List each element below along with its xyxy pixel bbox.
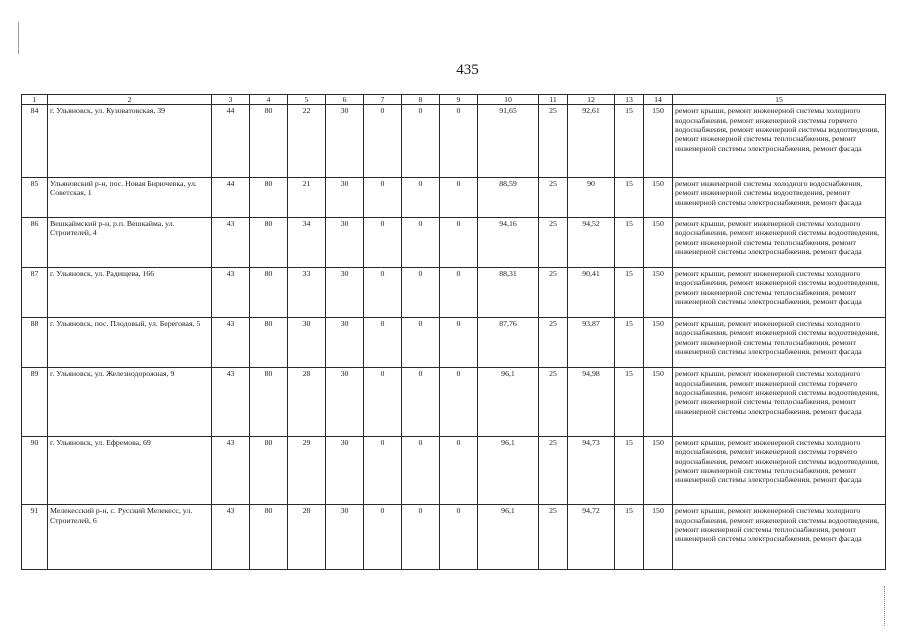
value-cell: 0 xyxy=(402,318,440,368)
column-header: 6 xyxy=(326,95,364,105)
value-cell: 88,59 xyxy=(478,177,539,217)
value-cell: 25 xyxy=(539,217,568,267)
value-cell: 44 xyxy=(212,105,250,178)
value-cell: 0 xyxy=(440,318,478,368)
value-cell: 80 xyxy=(250,505,288,570)
address-cell: г. Ульяновск, ул. Ефремова, 69 xyxy=(48,436,212,505)
value-cell: 90,41 xyxy=(568,267,615,317)
value-cell: 0 xyxy=(440,436,478,505)
value-cell: 150 xyxy=(644,105,673,178)
value-cell: 80 xyxy=(250,318,288,368)
value-cell: 0 xyxy=(364,177,402,217)
value-cell: 150 xyxy=(644,505,673,570)
value-cell: 30 xyxy=(326,318,364,368)
value-cell: 30 xyxy=(326,177,364,217)
address-cell: г. Ульяновск, ул. Кузоватовская, 39 xyxy=(48,105,212,178)
address-cell: г. Ульяновск, пос. Плодовый, ул. Береговая, 5 xyxy=(48,318,212,368)
value-cell: 0 xyxy=(440,267,478,317)
value-cell: 0 xyxy=(364,436,402,505)
value-cell: 80 xyxy=(250,217,288,267)
value-cell: 0 xyxy=(364,505,402,570)
value-cell: 15 xyxy=(615,505,644,570)
address-cell: Ульяновский р-н, пос. Новая Бирючевка, ул. Советская, 1 xyxy=(48,177,212,217)
scan-margin-mark-right xyxy=(884,586,886,626)
table-row xyxy=(22,436,886,505)
page-number: 435 xyxy=(456,62,479,78)
address-cell: г. Ульяновск, ул. Железнодорожная, 9 xyxy=(48,368,212,437)
value-cell: 80 xyxy=(250,105,288,178)
value-cell: 30 xyxy=(288,318,326,368)
value-cell: 15 xyxy=(615,177,644,217)
value-cell: 94,72 xyxy=(568,505,615,570)
value-cell: 43 xyxy=(212,217,250,267)
value-cell: 80 xyxy=(250,436,288,505)
column-header: 1 xyxy=(22,95,48,105)
value-cell: 15 xyxy=(615,318,644,368)
works-cell: ремонт крыши, ремонт инженерной системы холодного водоснабжения, ремонт инженерной системы водоотведения, ремонт инженерной системы теплоснабжения, ремонт инженерной системы электроснабжения, ремонт фасада xyxy=(673,505,886,570)
value-cell: 28 xyxy=(288,505,326,570)
row-number: 87 xyxy=(22,267,48,317)
value-cell: 0 xyxy=(364,105,402,178)
value-cell: 25 xyxy=(539,105,568,178)
value-cell: 150 xyxy=(644,318,673,368)
value-cell: 25 xyxy=(539,368,568,437)
table-row xyxy=(22,368,886,437)
value-cell: 80 xyxy=(250,368,288,437)
value-cell: 150 xyxy=(644,267,673,317)
works-cell: ремонт крыши, ремонт инженерной системы холодного водоснабжения, ремонт инженерной системы водоотведения, ремонт инженерной системы теплоснабжения, ремонт инженерной системы электроснабжения, ремонт фасада xyxy=(673,267,886,317)
column-header: 13 xyxy=(615,95,644,105)
value-cell: 15 xyxy=(615,105,644,178)
value-cell: 0 xyxy=(364,267,402,317)
works-cell: ремонт инженерной системы холодного водоснабжения, ремонт инженерной системы водоотведения, ремонт инженерной системы электроснабжения, ремонт фасада xyxy=(673,177,886,217)
value-cell: 15 xyxy=(615,436,644,505)
value-cell: 0 xyxy=(402,368,440,437)
value-cell: 96,1 xyxy=(478,368,539,437)
value-cell: 25 xyxy=(539,177,568,217)
value-cell: 96,1 xyxy=(478,436,539,505)
value-cell: 44 xyxy=(212,177,250,217)
value-cell: 0 xyxy=(402,105,440,178)
value-cell: 0 xyxy=(440,177,478,217)
value-cell: 22 xyxy=(288,105,326,178)
value-cell: 92,61 xyxy=(568,105,615,178)
value-cell: 94,16 xyxy=(478,217,539,267)
table-row xyxy=(22,505,886,570)
row-number: 85 xyxy=(22,177,48,217)
column-header: 14 xyxy=(644,95,673,105)
works-cell: ремонт крыши, ремонт инженерной системы холодного водоснабжения, ремонт инженерной системы водоотведения, ремонт инженерной системы теплоснабжения, ремонт инженерной системы электроснабжения, ремонт фасада xyxy=(673,217,886,267)
column-header: 4 xyxy=(250,95,288,105)
value-cell: 15 xyxy=(615,368,644,437)
value-cell: 91,65 xyxy=(478,105,539,178)
row-number: 88 xyxy=(22,318,48,368)
value-cell: 0 xyxy=(402,217,440,267)
table-row xyxy=(22,177,886,217)
value-cell: 43 xyxy=(212,436,250,505)
row-number: 91 xyxy=(22,505,48,570)
value-cell: 0 xyxy=(364,368,402,437)
column-header: 11 xyxy=(539,95,568,105)
address-cell: Вешкаймский р-н, р.п. Вешкайма, ул. Строителей, 4 xyxy=(48,217,212,267)
value-cell: 94,73 xyxy=(568,436,615,505)
value-cell: 15 xyxy=(615,217,644,267)
value-cell: 30 xyxy=(326,217,364,267)
value-cell: 30 xyxy=(326,105,364,178)
value-cell: 150 xyxy=(644,368,673,437)
value-cell: 25 xyxy=(539,505,568,570)
value-cell: 94,52 xyxy=(568,217,615,267)
value-cell: 21 xyxy=(288,177,326,217)
column-number-row xyxy=(22,95,886,105)
value-cell: 93,87 xyxy=(568,318,615,368)
works-cell: ремонт крыши, ремонт инженерной системы холодного водоснабжения, ремонт инженерной системы горячего водоснабжения, ремонт инженерной системы водоотведения, ремонт инженерной системы теплоснабжения, ремонт инженерной системы электроснабжения, ремонт фасада xyxy=(673,436,886,505)
value-cell: 87,76 xyxy=(478,318,539,368)
value-cell: 80 xyxy=(250,267,288,317)
value-cell: 43 xyxy=(212,368,250,437)
address-cell: г. Ульяновск, ул. Радищева, 166 xyxy=(48,267,212,317)
works-cell: ремонт крыши, ремонт инженерной системы холодного водоснабжения, ремонт инженерной системы водоотведения, ремонт инженерной системы теплоснабжения, ремонт инженерной системы электроснабжения, ремонт фасада xyxy=(673,318,886,368)
value-cell: 25 xyxy=(539,318,568,368)
value-cell: 0 xyxy=(440,368,478,437)
value-cell: 80 xyxy=(250,177,288,217)
value-cell: 0 xyxy=(364,318,402,368)
column-header: 2 xyxy=(48,95,212,105)
value-cell: 150 xyxy=(644,217,673,267)
column-header: 10 xyxy=(478,95,539,105)
value-cell: 88,31 xyxy=(478,267,539,317)
works-cell: ремонт крыши, ремонт инженерной системы холодного водоснабжения, ремонт инженерной системы горячего водоснабжения, ремонт инженерной системы водоотведения, ремонт инженерной системы теплоснабжения, ремонт инженерной системы электроснабжения, ремонт фасада xyxy=(673,368,886,437)
column-header: 12 xyxy=(568,95,615,105)
value-cell: 96,1 xyxy=(478,505,539,570)
value-cell: 0 xyxy=(440,105,478,178)
column-header: 5 xyxy=(288,95,326,105)
value-cell: 34 xyxy=(288,217,326,267)
value-cell: 30 xyxy=(326,436,364,505)
value-cell: 30 xyxy=(326,505,364,570)
table-row xyxy=(22,318,886,368)
repair-registry-table xyxy=(21,94,886,570)
column-header: 3 xyxy=(212,95,250,105)
value-cell: 28 xyxy=(288,368,326,437)
value-cell: 0 xyxy=(440,505,478,570)
value-cell: 0 xyxy=(402,505,440,570)
value-cell: 15 xyxy=(615,267,644,317)
value-cell: 30 xyxy=(326,267,364,317)
table-row xyxy=(22,267,886,317)
value-cell: 29 xyxy=(288,436,326,505)
value-cell: 94,98 xyxy=(568,368,615,437)
value-cell: 0 xyxy=(364,217,402,267)
value-cell: 0 xyxy=(402,267,440,317)
column-header: 9 xyxy=(440,95,478,105)
scan-margin-mark xyxy=(18,22,19,54)
value-cell: 0 xyxy=(402,436,440,505)
value-cell: 150 xyxy=(644,436,673,505)
address-cell: Мелекесский р-н, с. Русский Мелекесс, ул. Строителей, 6 xyxy=(48,505,212,570)
row-number: 89 xyxy=(22,368,48,437)
column-header: 8 xyxy=(402,95,440,105)
value-cell: 0 xyxy=(402,177,440,217)
value-cell: 43 xyxy=(212,318,250,368)
row-number: 90 xyxy=(22,436,48,505)
works-cell: ремонт крыши, ремонт инженерной системы холодного водоснабжения, ремонт инженерной системы горячего водоснабжения, ремонт инженерной системы водоотведения, ремонт инженерной системы теплоснабжения, ремонт инженерной системы электроснабжения, ремонт фасада xyxy=(673,105,886,178)
value-cell: 30 xyxy=(326,368,364,437)
column-header: 7 xyxy=(364,95,402,105)
value-cell: 43 xyxy=(212,505,250,570)
column-header: 15 xyxy=(673,95,886,105)
table-row xyxy=(22,105,886,178)
row-number: 86 xyxy=(22,217,48,267)
value-cell: 33 xyxy=(288,267,326,317)
value-cell: 0 xyxy=(440,217,478,267)
value-cell: 25 xyxy=(539,267,568,317)
table-row xyxy=(22,217,886,267)
row-number: 84 xyxy=(22,105,48,178)
value-cell: 25 xyxy=(539,436,568,505)
value-cell: 150 xyxy=(644,177,673,217)
value-cell: 90 xyxy=(568,177,615,217)
value-cell: 43 xyxy=(212,267,250,317)
